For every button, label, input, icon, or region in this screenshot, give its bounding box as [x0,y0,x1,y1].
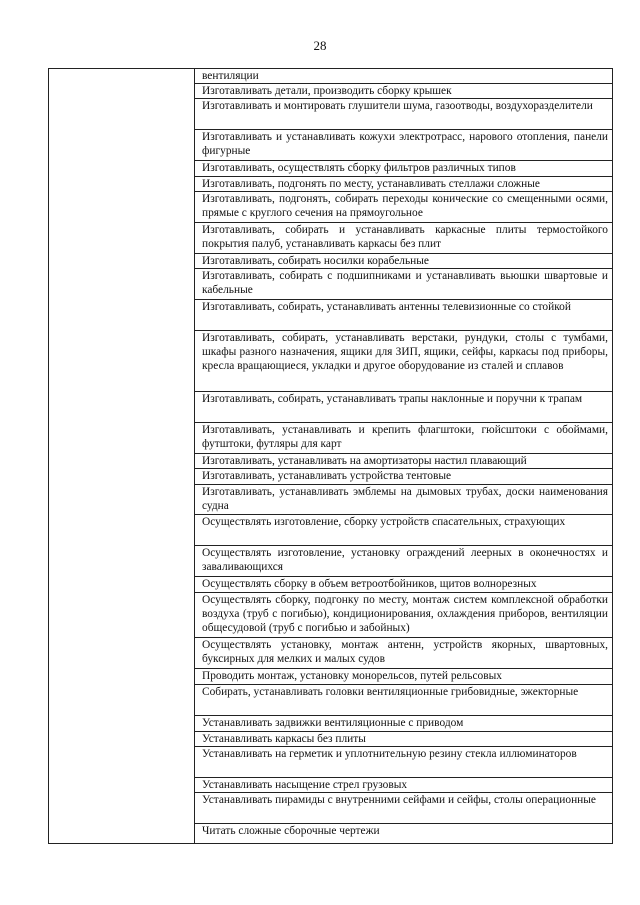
page-number: 28 [313,38,327,53]
table-row: Изготавливать, собирать, устанавливать верстаки, рундуки, столы с тумбами, шкафы разного назначения, ящики для ЗИП, ящики, сейфы, каркасы под приборы, кресла вращающиеся, укладки и другое оборудование из сталей и сплавов [195,331,612,392]
table-row: Устанавливать каркасы без плиты [195,732,612,747]
table-row: Изготавливать, устанавливать эмблемы на дымовых трубах, доски наименования судна [195,485,612,515]
table-row: Устанавливать пирамиды с внутренними сейфами и сейфы, столы операционные [195,793,612,824]
table-row: Осуществлять изготовление, установку ограждений леерных в оконечностях и заваливающихся [195,546,612,577]
table-row: Изготавливать и устанавливать кожухи электротрасс, нарового отопления, панели фигурные [195,130,612,161]
table-row: Проводить монтаж, установку монорельсов, путей рельсовых [195,669,612,685]
table-row: Изготавливать, собирать, устанавливать антенны телевизионные со стойкой [195,300,612,331]
table-row: Изготавливать, собирать, устанавливать трапы наклонные и поручни к трапам [195,392,612,423]
table-row: Устанавливать на герметик и уплотнительную резину стекла иллюминаторов [195,747,612,778]
table-row: Изготавливать, собирать с подшипниками и устанавливать вьюшки швартовые и кабельные [195,269,612,300]
table-row: Изготавливать, устанавливать на амортизаторы настил плавающий [195,454,612,469]
table-row: Изготавливать, устанавливать устройства тентовые [195,469,612,485]
table-row: вентиляции [195,69,612,84]
table-row: Устанавливать задвижки вентиляционные с приводом [195,716,612,732]
table-row: Изготавливать, собирать носилки корабельные [195,254,612,269]
table-row: Изготавливать и монтировать глушители шума, газоотводы, воздухоразделители [195,99,612,130]
table-row: Осуществлять изготовление, сборку устройств спасательных, страхующих [195,515,612,546]
table-row: Осуществлять сборку в объем ветроотбойников, щитов волнорезных [195,577,612,593]
table-row: Изготавливать детали, производить сборку крышек [195,84,612,99]
table-row: Устанавливать насыщение стрел грузовых [195,778,612,793]
skills-table [48,68,613,844]
table-row: Изготавливать, собирать и устанавливать каркасные плиты термостойкого покрытия палуб, устанавливать каркасы без плит [195,223,612,254]
table-row: Изготавливать, устанавливать и крепить флагштоки, гюйсштоки с обоймами, футштоки, футляры для карт [195,423,612,454]
table-row: Собирать, устанавливать головки вентиляционные грибовидные, эжекторные [195,685,612,716]
table-row: Изготавливать, подгонять, собирать переходы конические со смещенными осями, прямые с круглого сечения на прямоугольное [195,192,612,223]
table-row: Осуществлять установку, монтаж антенн, устройств якорных, швартовных, буксирных для мелких и малых судов [195,638,612,669]
table-row: Изготавливать, подгонять по месту, устанавливать стеллажи сложные [195,177,612,192]
table-row: Читать сложные сборочные чертежи [202,825,380,837]
table-row: Осуществлять сборку, подгонку по месту, монтаж систем комплексной обработки воздуха (труб с погибью), кондиционирования, охлаждения приборов, вентиляции общесудовой (труб с погибью и забойных) [195,593,612,638]
table-row: Изготавливать, осуществлять сборку фильтров различных типов [195,161,612,177]
table-left-column [49,69,195,843]
table-right-column [195,69,612,839]
